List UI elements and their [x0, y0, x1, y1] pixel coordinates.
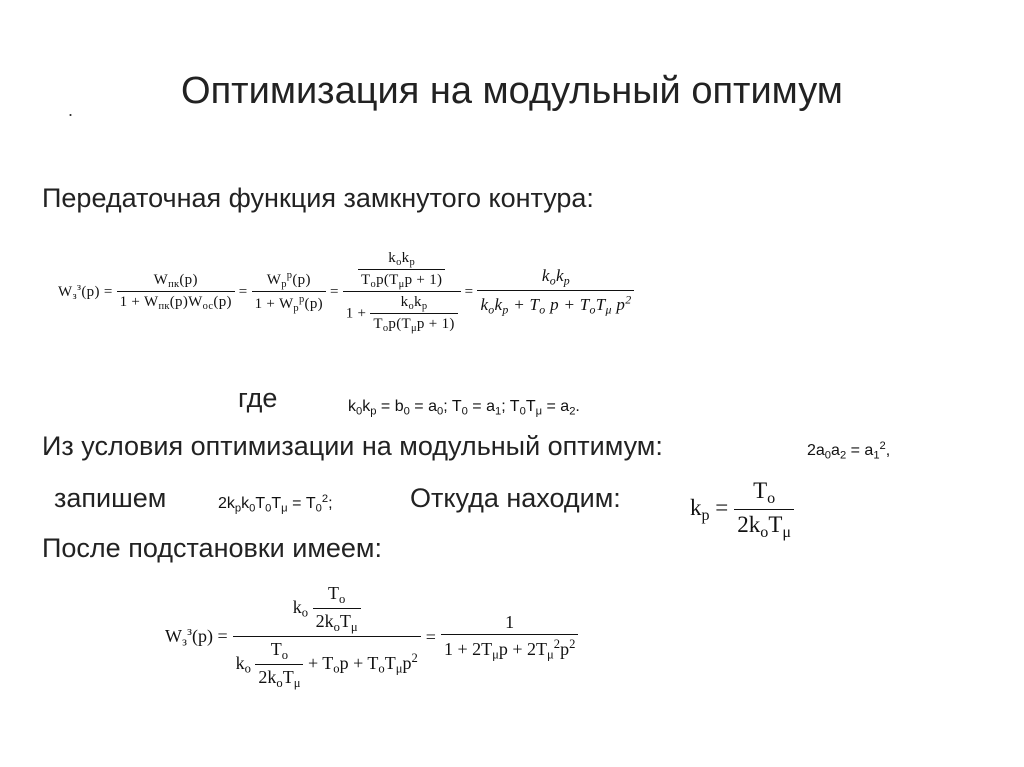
text-optimization-condition: Из условия оптимизации на модульный оптимум:	[42, 431, 663, 461]
text-hence: Откуда находим:	[410, 483, 621, 513]
optimum-condition: $2a_0a_2 = a_1^2$,	[807, 440, 891, 462]
formula-kp: $k_p$ = $\frac{T_o}{2k_oT_\mu}$	[690, 470, 794, 550]
formula-closed-loop: $W_з^з(p)$ = $\frac{W_{пк}(p)}{1 + W_{пк}(p)W_{ос}(p)}$ = $\frac{W_p^p(p)}{1 + W_p^p(p)}$ = $\frac{k_ok_p}{T_op(T_\mu p + 1)}$ 1 + $\frac{k_ok_p}{T_op(T_\mu p + 1)}$ = $\frac{k_ok_p}{k_ok_p + T_o p + T_oT_\mu p^2}$	[58, 234, 638, 350]
text-transfer-function: Передаточная функция замкнутого контура:	[42, 183, 594, 213]
text-write: запишем	[54, 483, 167, 513]
formula-final: $W_з^з(p)$ = $k_o$ $\frac{T_o}{2k_oT_\mu}$ $k_o$ $\frac{T_o}{2k_oT_\mu}$ + $T_op + T_oT_\mu p^2$ = $\frac{1}{1 + 2T_\mu p + 2T_\mu^2p^2}$	[165, 572, 583, 702]
slide-title: Оптимизация на модульный оптимум	[181, 70, 843, 112]
coefficients-definition: $k_0k_p = b_0 = a_0$; $T_0 = a_1$; $T_0T_\mu = a_2$.	[348, 398, 580, 418]
text-where: где	[238, 383, 278, 413]
bullet-dot: .	[68, 100, 74, 120]
text-after-substitution: После подстановки имеем:	[42, 533, 382, 563]
substituted-condition: $2k_pk_0T_0T_\mu = T_0^2$;	[218, 493, 333, 515]
